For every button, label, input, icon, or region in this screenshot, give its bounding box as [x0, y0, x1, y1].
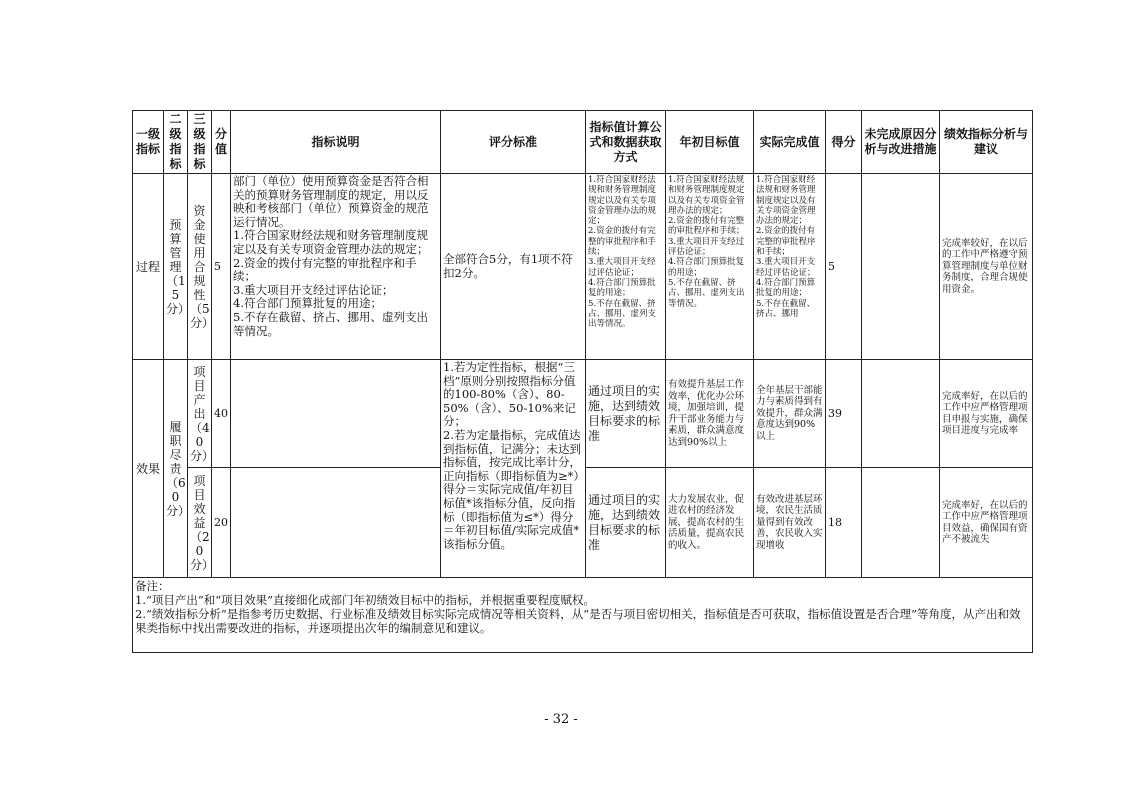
header-level2: 二级指标: [164, 111, 188, 174]
benefit-calc-method: 通过项目的实施，达到绩效目标要求的标准: [586, 468, 666, 578]
effect-output-row: [133, 360, 1033, 468]
process-level2: 预算管理（15分）: [164, 174, 188, 360]
performance-table: [132, 110, 1033, 653]
header-score: 得分: [826, 111, 862, 174]
output-calc-method: 通过项目的实施，达到绩效目标要求的标准: [586, 360, 666, 468]
output-actual: 全年基层干部能力与素质得到有效提升，群众满意度达到90%以上: [754, 360, 826, 468]
benefit-score: 18: [826, 468, 862, 578]
output-score-value: 40: [212, 360, 231, 468]
header-criteria: 评分标准: [441, 111, 586, 174]
process-level3: 资金使用合规性（5分）: [188, 174, 212, 360]
page-number: - 32 -: [544, 712, 578, 727]
output-level3: 项目产出（40分）: [188, 360, 212, 468]
benefit-level3: 项目效益（20分）: [188, 468, 212, 578]
header-calc-method: 指标值计算公式和数据获取方式: [586, 111, 666, 174]
process-criteria: 全部符合5分，有1项不符扣2分。: [441, 174, 586, 360]
output-analysis: 完成率好，在以后的工作中应严格管理项目申报与实施，确保项目进度与完成率: [940, 360, 1033, 468]
process-calc-method: 1.符合国家财经法规和财务管理制度规定以及有关专项资金管理办法的规定； 2.资金的拨付有完整的审批程序和手续； 3.重大项目开支经过评估论证； 4.符合部门预算批复的用途； 5.不存在截留、挤占、挪用、虚列支出等情况。: [586, 174, 666, 360]
header-reason: 未完成原因分析与改进措施: [862, 111, 940, 174]
process-annual-target: 1.符合国家财经法规和财务管理制度规定以及有关专项资金管理办法的规定； 2.资金的拨付有完整的审批程序和手续； 3.重大项目开支经过评估论证； 4.符合部门预算批复的用途； 5.不存在截留、挤占、挪用、虚列支出等情况。: [666, 174, 754, 360]
output-score: 39: [826, 360, 862, 468]
header-score-value: 分值: [212, 111, 231, 174]
header-row: [133, 111, 1033, 174]
header-actual: 实际完成值: [754, 111, 826, 174]
process-actual: 1.符合国家财经法规和财务管理制度规定以及有关专项资金管理办法的规定； 2.资金的拨付有完整的审批程序和手续； 3.重大项目开支经过评估论证； 4.符合部门预算批复的用途； 5.不存在截留、挤占、挪用: [754, 174, 826, 360]
process-score: 5: [826, 174, 862, 360]
notes-row: [133, 578, 1033, 653]
process-reason: [862, 174, 940, 360]
header-analysis: 绩效指标分析与建议: [940, 111, 1033, 174]
benefit-score-value: 20: [212, 468, 231, 578]
effect-criteria: 1.若为定性指标，根据“三档”原则分别按照指标分值的100-80%（含）、80-50%（含）、50-10%来记分； 2.若为定量指标，完成值达到指标值，记满分；未达到指标值，按完成比率计分，正向指标（即指标值为≥*）得分＝实际完成值/年初目标值*该指标分值，反向指标（即指标值为≤*）得分＝年初目标值/实际完成值*该指标分值。: [441, 360, 586, 578]
process-analysis: 完成率较好，在以后的工作中严格遵守预算管理制度与单位财务制度，合理合规使用资金。: [940, 174, 1033, 360]
output-reason: [862, 360, 940, 468]
notes-line1: 1.“项目产出”和“项目效果”直接细化成部门年初绩效目标中的指标，并根据重要程度赋权。: [135, 593, 595, 607]
benefit-annual-target: 大力发展农业，促进农村的经济发展，提高农村的生活质量，提高农民的收入。: [666, 468, 754, 578]
output-description: [231, 360, 441, 468]
process-level1: 过程: [133, 174, 164, 360]
benefit-analysis: 完成率好，在以后的工作中应严格管理项目效益，确保国有资产不被流失: [940, 468, 1033, 578]
benefit-reason: [862, 468, 940, 578]
notes-cell: [133, 578, 1033, 653]
header-description: 指标说明: [231, 111, 441, 174]
header-level3: 三级指标: [188, 111, 212, 174]
process-row: [133, 174, 1033, 360]
benefit-actual: 有效改进基层环境，农民生活质量得到有效改善，农民收入实现增收: [754, 468, 826, 578]
notes-title: 备注：: [135, 579, 170, 593]
effect-level1: 效果: [133, 360, 164, 578]
process-description: 部门（单位）使用预算资金是否符合相关的预算财务管理制度的规定，用以反映和考核部门（单位）预算资金的规范运行情况。 1.符合国家财经法规和财务管理制度规定以及有关专项资金管理办法的规定； 2.资金的拨付有完整的审批程序和手续； 3.重大项目开支经过评估论证； 4.符合部门预算批复的用途； 5.不存在截留、挤占、挪用、虚列支出等情况。: [231, 174, 441, 360]
output-annual-target: 有效提升基层工作效率，优化办公环境，加强培训，提升干部业务能力与素质，群众满意度达到90%以上: [666, 360, 754, 468]
effect-level2: 履职尽责（60分）: [164, 360, 188, 578]
header-level1: 一级指标: [133, 111, 164, 174]
benefit-description: [231, 468, 441, 578]
notes-line2: 2.“绩效指标分析”是指参考历史数据、行业标准及绩效目标实际完成情况等相关资料，从“是否与项目密切相关，指标值是否可获取，指标值设置是否合理”等角度，从产出和效果类指标中找出需要改进的指标，并逐项提出次年的编制意见和建议。: [135, 607, 1021, 635]
process-score-value: 5: [212, 174, 231, 360]
header-annual-target: 年初目标值: [666, 111, 754, 174]
